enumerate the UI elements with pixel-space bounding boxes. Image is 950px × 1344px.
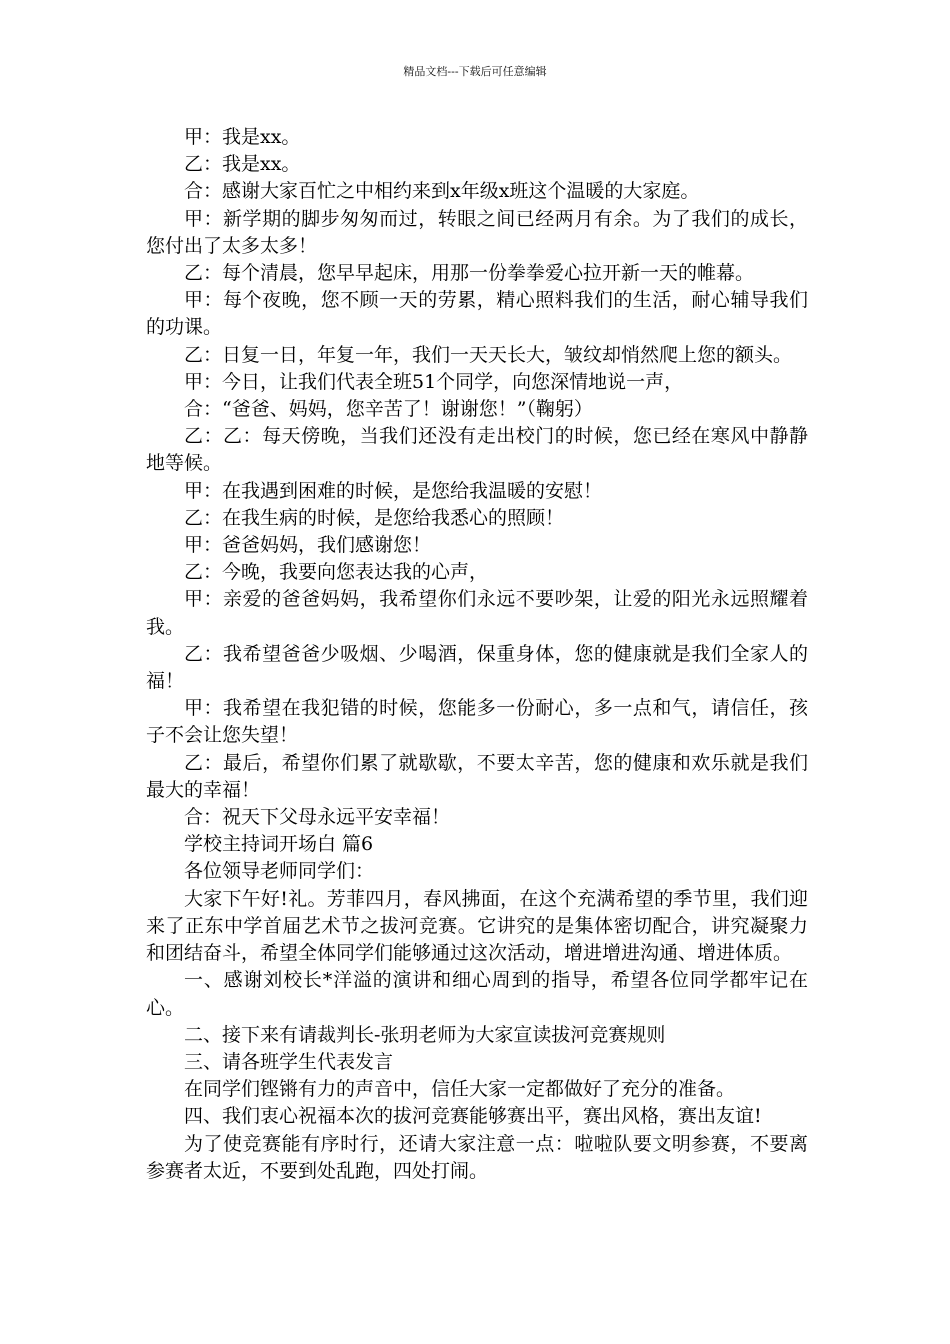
paragraph: 二、接下来有请裁判长-张玥老师为大家宣读拔河竞赛规则 bbox=[184, 1023, 666, 1046]
page-header: 精品文档---下载后可任意编辑 bbox=[403, 65, 547, 78]
paragraph: 甲：在我遇到困难的时候，是您给我温暖的安慰！ bbox=[184, 479, 603, 502]
paragraph: 三、请各班学生代表发言 bbox=[184, 1050, 394, 1073]
paragraph: 甲：亲爱的爸爸妈妈，我希望你们永远不要吵架，让爱的阳光永远照耀着我。 bbox=[146, 588, 808, 638]
document-body bbox=[146, 124, 808, 1185]
salutation: 各位领导老师同学们： bbox=[184, 860, 375, 883]
paragraph: 乙：在我生病的时候，是您给我悉心的照顾！ bbox=[184, 506, 565, 529]
paragraph: 乙：最后，希望你们累了就歇歇，不要太辛苦，您的健康和欢乐就是我们最大的幸福！ bbox=[146, 751, 808, 801]
paragraph: 乙：每个清晨，您早早起床，用那一份拳拳爱心拉开新一天的帷幕。 bbox=[184, 262, 755, 285]
paragraph: 合：“爸爸、妈妈，您辛苦了！谢谢您！”（鞠躬） bbox=[184, 398, 593, 421]
paragraph: 乙：日复一日，年复一年，我们一天天长大，皱纹却悄然爬上您的额头。 bbox=[184, 343, 793, 366]
paragraph: 大家下午好!礼。芳菲四月，春风拂面，在这个充满希望的季节里，我们迎来了正东中学首届艺术节之拔河竞赛。它讲究的是集体密切配合，讲究凝聚力和团结奋斗，希望全体同学们能够通过这次活动，增进增进沟通、增进体质。 bbox=[146, 887, 808, 965]
paragraph: 乙：我希望爸爸少吸烟、少喝酒，保重身体，您的健康就是我们全家人的福！ bbox=[146, 642, 808, 693]
paragraph: 为了使竞赛能有序时行，还请大家注意一点：啦啦队要文明参赛，不要离参赛者太近，不要到处乱跑，四处打闹。 bbox=[146, 1132, 808, 1182]
paragraph: 一、感谢刘校长*洋溢的演讲和细心周到的指导，希望各位同学都牢记在心。 bbox=[146, 969, 808, 1019]
paragraph: 甲：今日，让我们代表全班51个同学，向您深情地说一声， bbox=[184, 370, 684, 393]
paragraph: 在同学们铿锵有力的声音中，信任大家一定都做好了充分的准备。 bbox=[184, 1078, 736, 1101]
paragraph: 乙：我是xx。 bbox=[184, 153, 301, 176]
paragraph: 甲：我是xx。 bbox=[184, 126, 301, 148]
paragraph: 合：祝天下父母永远平安幸福！ bbox=[184, 806, 451, 829]
paragraph: 甲：我希望在我犯错的时候，您能多一份耐心，多一点和气，请信任，孩子不会让您失望！ bbox=[146, 697, 808, 747]
paragraph: 合：感谢大家百忙之中相约来到x年级x班这个温暖的大家庭。 bbox=[184, 180, 700, 203]
paragraph: 甲：每个夜晚，您不顾一天的劳累，精心照料我们的生活，耐心辅导我们的功课。 bbox=[146, 289, 808, 339]
paragraph: 甲：新学期的脚步匆匆而过，转眼之间已经两月有余。为了我们的成长，您付出了太多太多！ bbox=[146, 207, 808, 257]
paragraph: 四、我们衷心祝福本次的拔河竞赛能够赛出平，赛出风格，赛出友谊! bbox=[184, 1105, 762, 1128]
section-heading: 学校主持词开场白 篇6 bbox=[184, 833, 374, 856]
paragraph: 甲：爸爸妈妈，我们感谢您！ bbox=[184, 534, 432, 557]
paragraph: 乙：乙：每天傍晚，当我们还没有走出校门的时候，您已经在寒风中静静地等候。 bbox=[146, 425, 808, 475]
paragraph: 乙：今晚，我要向您表达我的心声， bbox=[184, 561, 489, 584]
